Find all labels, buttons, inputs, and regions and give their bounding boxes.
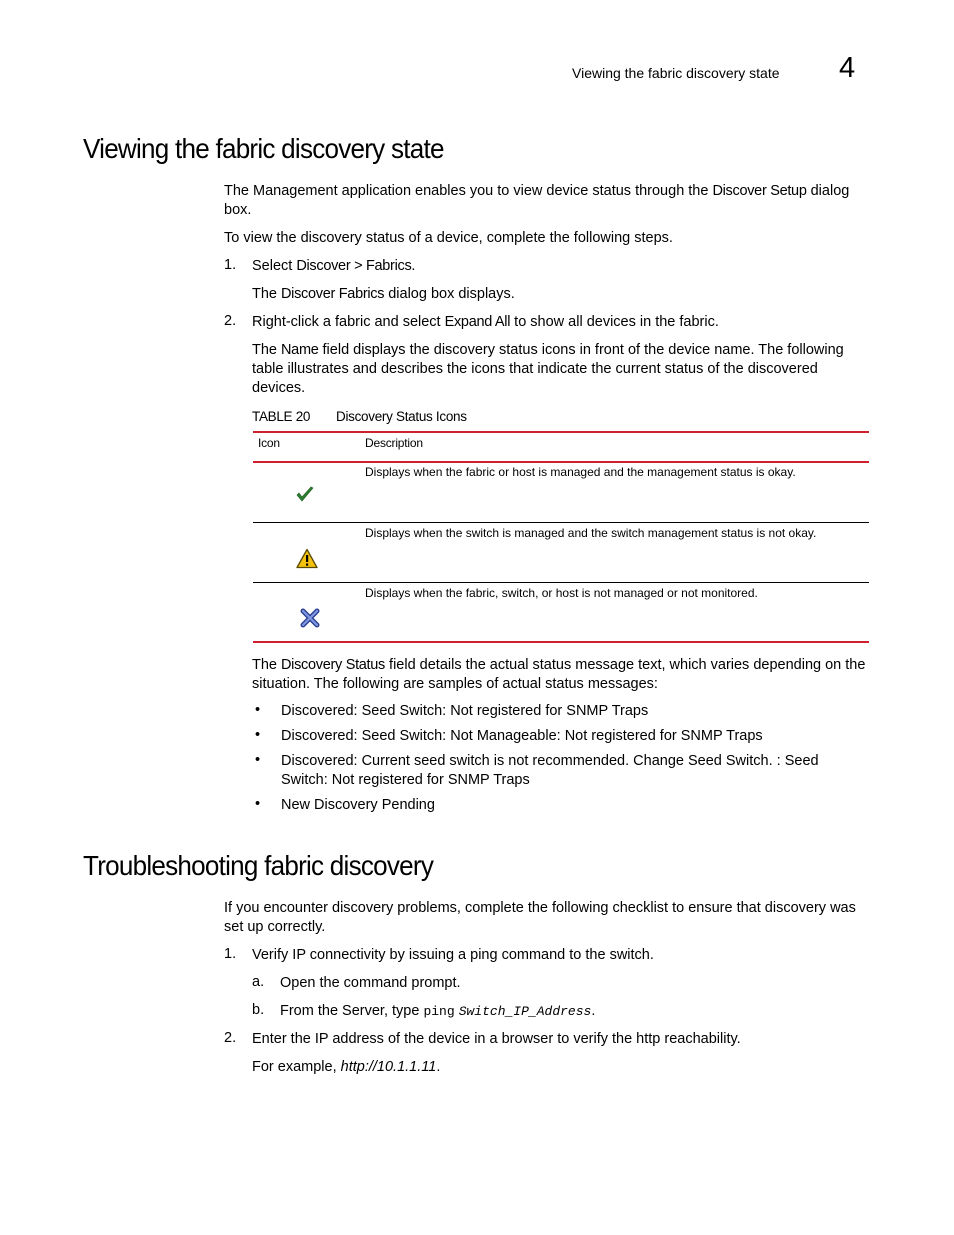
row-divider bbox=[253, 582, 869, 583]
table-bottom-rule bbox=[253, 641, 869, 643]
bullet-dot: • bbox=[255, 796, 261, 812]
intro-paragraph: The Management application enables you to view device status through the Discover Setup dialog box. bbox=[224, 183, 850, 218]
status-paragraph: The Discovery Status field details the actual status message text, which varies depending on the situation. The following are samples of actual status messages: bbox=[252, 657, 866, 692]
bullet-dot: • bbox=[255, 702, 261, 718]
ts-step2-text: Enter the IP address of the device in a browser to verify the http reachability. bbox=[252, 1031, 741, 1047]
table-header-icon: Icon bbox=[258, 436, 280, 450]
row-divider bbox=[253, 522, 869, 523]
warning-icon bbox=[296, 548, 318, 573]
section-heading-viewing: Viewing the fabric discovery state bbox=[83, 133, 444, 164]
ui-discover-setup: Discover Setup bbox=[712, 183, 807, 199]
table-row-description: Displays when the switch is managed and the switch management status is not okay. bbox=[365, 526, 817, 540]
step-number: 1. bbox=[224, 946, 237, 962]
section-heading-troubleshooting: Troubleshooting fabric discovery bbox=[83, 850, 434, 881]
table-header-rule bbox=[253, 461, 869, 463]
table-top-rule bbox=[253, 431, 869, 433]
command-argument: Switch_IP_Address bbox=[458, 1004, 592, 1019]
step-number: 2. bbox=[224, 1030, 237, 1046]
table-header-description: Description bbox=[365, 436, 423, 450]
x-icon bbox=[300, 608, 320, 632]
step1-text: Select Discover > Fabrics. bbox=[252, 258, 416, 274]
running-header: Viewing the fabric discovery state bbox=[572, 65, 780, 81]
table-row-description: Displays when the fabric or host is managed and the management status is okay. bbox=[365, 465, 796, 479]
table-row-description: Displays when the fabric, switch, or host is not managed or not monitored. bbox=[365, 586, 758, 600]
list-item: Discovered: Seed Switch: Not registered for SNMP Traps bbox=[281, 703, 649, 719]
checkmark-icon bbox=[295, 486, 315, 508]
step2-detail: The Name field displays the discovery status icons in front of the device name. The following table illustrates and describes the icons that indicate the current status of the discovered devices. bbox=[252, 342, 844, 396]
steps-intro: To view the discovery status of a device, complete the following steps. bbox=[224, 230, 673, 246]
chapter-number: 4 bbox=[839, 52, 856, 84]
bullet-dot: • bbox=[255, 752, 261, 768]
troubleshoot-intro: If you encounter discovery problems, complete the following checklist to ensure that discovery was set up correctly. bbox=[224, 900, 856, 935]
bullet-dot: • bbox=[255, 727, 261, 743]
list-item: New Discovery Pending bbox=[281, 797, 435, 813]
substep-letter: a. bbox=[252, 974, 265, 990]
list-item: Discovered: Seed Switch: Not Manageable: Not registered for SNMP Traps bbox=[281, 728, 763, 744]
step2-text: Right-click a fabric and select Expand All to show all devices in the fabric. bbox=[252, 314, 719, 330]
substep-letter: b. bbox=[252, 1002, 265, 1018]
ts-substep-b: From the Server, type ping Switch_IP_Address. bbox=[280, 1003, 596, 1019]
ts-substep-a: Open the command prompt. bbox=[280, 975, 461, 991]
table-caption: TABLE 20 Discovery Status Icons bbox=[252, 409, 467, 424]
step-number: 1. bbox=[224, 257, 237, 273]
ts-step2-example: For example, http://10.1.1.11. bbox=[252, 1059, 441, 1075]
example-url: http://10.1.1.11 bbox=[340, 1059, 437, 1075]
step1-result: The Discover Fabrics dialog box displays. bbox=[252, 286, 515, 302]
step-number: 2. bbox=[224, 313, 237, 329]
ts-step1-text: Verify IP connectivity by issuing a ping command to the switch. bbox=[252, 947, 654, 963]
list-item: Discovered: Current seed switch is not recommended. Change Seed Switch. : Seed Switch: Not registered for SNMP Traps bbox=[281, 753, 819, 788]
command-ping: ping bbox=[423, 1004, 455, 1019]
